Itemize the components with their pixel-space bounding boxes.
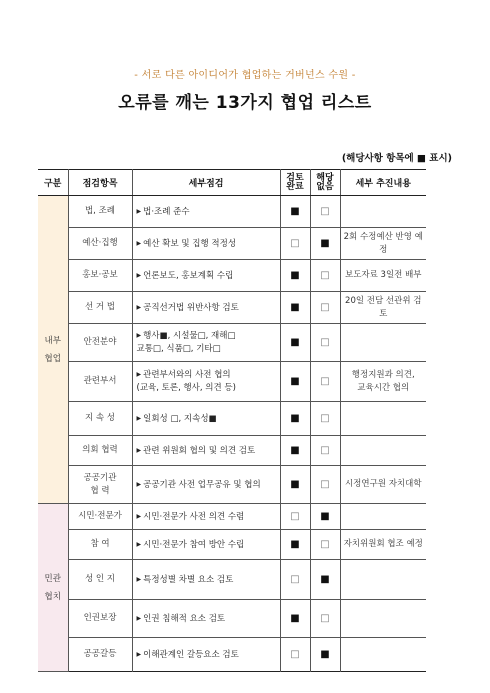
bullet-arrow-icon: ▶	[136, 446, 142, 454]
row-item: 선 거 법	[68, 292, 132, 324]
row-detail-text: 특정성별 차별 요소 검토	[143, 574, 234, 585]
checked-box-icon[interactable]: ■	[290, 613, 300, 624]
row-review-cell[interactable]	[280, 292, 310, 324]
row-review-cell[interactable]	[280, 436, 310, 466]
row-note	[340, 402, 426, 436]
row-item: 홍보·공보	[68, 260, 132, 292]
checked-box-icon[interactable]: ■	[290, 479, 300, 490]
bullet-arrow-icon: ▶	[136, 575, 142, 583]
row-note	[340, 560, 426, 600]
bullet-arrow-icon: ▶	[136, 303, 142, 311]
row-note: 2회 수정예산 반영 예정	[340, 228, 426, 260]
unchecked-box-icon[interactable]: □	[320, 270, 330, 281]
unchecked-box-icon[interactable]: □	[290, 238, 300, 249]
checked-box-icon[interactable]: ■	[290, 302, 300, 313]
checked-box-icon[interactable]: ■	[290, 270, 300, 281]
bullet-arrow-icon: ▶	[136, 239, 142, 247]
table-row	[38, 638, 426, 672]
row-note	[340, 196, 426, 228]
row-detail-text: 공직선거법 위반사항 검토	[143, 302, 239, 313]
table-row	[38, 466, 426, 504]
row-detail-text: 관련부서와의 사전 협의 (교육, 토론, 행사, 의견 등)	[136, 370, 236, 393]
unchecked-box-icon[interactable]: □	[320, 539, 330, 550]
row-note: 행정지원과 의견, 교육시간 협의	[340, 362, 426, 402]
row-note	[340, 638, 426, 672]
row-detail	[132, 362, 280, 402]
table-row	[38, 228, 426, 260]
unchecked-box-icon[interactable]: □	[290, 649, 300, 660]
table-row	[38, 560, 426, 600]
row-item: 지 속 성	[68, 402, 132, 436]
bullet-arrow-icon: ▶	[136, 540, 142, 548]
table-row	[38, 324, 426, 362]
row-note	[340, 436, 426, 466]
row-na-cell[interactable]	[310, 402, 340, 436]
row-detail	[132, 436, 280, 466]
checked-box-icon[interactable]: ■	[290, 337, 300, 348]
table-row	[38, 600, 426, 638]
row-item: 법, 조례	[68, 196, 132, 228]
checked-box-icon[interactable]: ■	[320, 574, 330, 585]
row-na-cell[interactable]	[310, 504, 340, 530]
row-na-cell[interactable]	[310, 530, 340, 560]
row-na-cell[interactable]	[310, 436, 340, 466]
unchecked-box-icon[interactable]: □	[320, 413, 330, 424]
row-note: 보도자료 3일전 배부	[340, 260, 426, 292]
table-row	[38, 436, 426, 466]
row-detail	[132, 466, 280, 504]
row-review-cell[interactable]	[280, 324, 310, 362]
checked-box-icon[interactable]: ■	[290, 376, 300, 387]
bullet-arrow-icon: ▶	[136, 207, 142, 215]
bullet-arrow-icon: ▶	[136, 650, 142, 658]
row-review-cell[interactable]	[280, 530, 310, 560]
row-detail-text: 관련 위원회 협의 및 의견 검토	[143, 445, 256, 456]
header-na	[310, 170, 340, 196]
group-private: 민관 협치	[38, 504, 68, 672]
header-detail: 세부점검	[132, 170, 280, 196]
table-row	[38, 504, 426, 530]
header-group: 구분	[38, 170, 68, 196]
row-review-cell[interactable]	[280, 196, 310, 228]
row-detail-text: 공공기관 사전 업무공유 및 협의	[143, 479, 261, 490]
row-detail-text: 인권 침해적 요소 검토	[143, 613, 226, 624]
row-note	[340, 324, 426, 362]
row-note: 시정연구원 자치대학	[340, 466, 426, 504]
table-row	[38, 530, 426, 560]
bullet-arrow-icon: ▶	[136, 614, 142, 622]
row-review-cell[interactable]	[280, 402, 310, 436]
row-detail	[132, 260, 280, 292]
row-note	[340, 600, 426, 638]
bullet-arrow-icon: ▶	[136, 332, 142, 339]
row-item: 인권보장	[68, 600, 132, 638]
checked-box-icon[interactable]: ■	[320, 238, 330, 249]
row-review-cell[interactable]	[280, 466, 310, 504]
row-review-cell[interactable]	[280, 600, 310, 638]
row-detail-text: 시민·전문가 사전 의견 수렴	[143, 511, 245, 522]
row-na-cell[interactable]	[310, 228, 340, 260]
row-item: 관련부서	[68, 362, 132, 402]
unchecked-box-icon[interactable]: □	[320, 445, 330, 456]
row-detail-text: 이해관계인 갈등요소 검토	[143, 649, 239, 660]
row-detail	[132, 402, 280, 436]
row-detail	[132, 292, 280, 324]
row-na-cell[interactable]	[310, 196, 340, 228]
header-item: 점검항목	[68, 170, 132, 196]
row-note	[340, 504, 426, 530]
row-na-cell[interactable]	[310, 292, 340, 324]
row-detail	[132, 560, 280, 600]
table-row	[38, 196, 426, 228]
row-detail-text: 언론보도, 홍보계획 수립	[143, 270, 234, 281]
row-review-cell[interactable]	[280, 638, 310, 672]
group-internal: 내부 협업	[38, 196, 68, 504]
unchecked-box-icon[interactable]: □	[320, 337, 330, 348]
table-row	[38, 260, 426, 292]
row-review-cell[interactable]	[280, 362, 310, 402]
unchecked-box-icon[interactable]: □	[320, 206, 330, 217]
row-detail-text: 행사■, 시설물□, 재해□ 교통□, 식품□, 기타□	[136, 331, 236, 354]
bullet-arrow-icon: ▶	[136, 271, 142, 279]
document-subtitle: - 서로 다른 아이디어가 협업하는 거버넌스 수원 -	[134, 70, 356, 81]
unchecked-box-icon[interactable]: □	[320, 302, 330, 313]
row-detail	[132, 638, 280, 672]
row-detail	[132, 600, 280, 638]
row-na-cell[interactable]	[310, 560, 340, 600]
row-item: 시민·전문가	[68, 504, 132, 530]
checked-box-icon[interactable]: ■	[290, 445, 300, 456]
checked-box-icon[interactable]: ■	[290, 206, 300, 217]
header-review	[280, 170, 310, 196]
row-review-cell[interactable]	[280, 504, 310, 530]
unchecked-box-icon[interactable]: □	[320, 376, 330, 387]
table-row	[38, 402, 426, 436]
row-note: 20일 전담 선관위 검토	[340, 292, 426, 324]
row-review-cell[interactable]	[280, 560, 310, 600]
row-item: 공공갈등	[68, 638, 132, 672]
bullet-arrow-icon: ▶	[136, 371, 142, 378]
unchecked-box-icon[interactable]: □	[290, 574, 300, 585]
table-header-row	[38, 170, 426, 196]
unchecked-box-icon[interactable]: □	[290, 511, 300, 522]
bullet-arrow-icon: ▶	[136, 480, 142, 488]
header-review-label: 검토 완료	[286, 172, 304, 192]
row-detail-text: 시민·전문가 참여 방안 수립	[143, 539, 245, 550]
row-review-cell[interactable]	[280, 228, 310, 260]
row-detail-text: 예산 확보 및 집행 적정성	[143, 238, 237, 249]
bullet-arrow-icon: ▶	[136, 414, 142, 422]
row-item: 공공기관 협 력	[68, 466, 132, 504]
document-title: 오류를 깨는 13가지 협업 리스트	[118, 93, 372, 113]
row-note: 자치위원회 협조 예정	[340, 530, 426, 560]
row-item: 참 여	[68, 530, 132, 560]
row-na-cell[interactable]	[310, 600, 340, 638]
row-na-cell[interactable]	[310, 466, 340, 504]
table-row	[38, 292, 426, 324]
header-note: 세부 추진내용	[340, 170, 426, 196]
row-item: 성 인 지	[68, 560, 132, 600]
unchecked-box-icon[interactable]: □	[320, 613, 330, 624]
row-detail	[132, 504, 280, 530]
row-review-cell[interactable]	[280, 260, 310, 292]
row-detail-text: 법·조례 준수	[143, 206, 190, 217]
checked-box-icon[interactable]: ■	[290, 413, 300, 424]
row-na-cell[interactable]	[310, 260, 340, 292]
table-body	[38, 196, 426, 672]
row-item: 예산·집행	[68, 228, 132, 260]
row-na-cell[interactable]	[310, 362, 340, 402]
row-item: 안전분야	[68, 324, 132, 362]
header-na-label: 해당 없음	[316, 172, 334, 192]
bullet-arrow-icon: ▶	[136, 512, 142, 520]
checked-box-icon[interactable]: ■	[320, 649, 330, 660]
row-item: 의회 협력	[68, 436, 132, 466]
table-row	[38, 362, 426, 402]
row-detail	[132, 530, 280, 560]
row-na-cell[interactable]	[310, 324, 340, 362]
row-detail-text: 일회성 □, 지속성■	[143, 413, 217, 424]
row-detail	[132, 196, 280, 228]
row-detail	[132, 324, 280, 362]
unchecked-box-icon[interactable]: □	[320, 479, 330, 490]
checklist-table	[38, 169, 426, 672]
row-detail	[132, 228, 280, 260]
checked-box-icon[interactable]: ■	[320, 511, 330, 522]
checked-box-icon[interactable]: ■	[290, 539, 300, 550]
marking-legend: (해당사항 항목에 ■ 표시)	[341, 153, 452, 164]
row-na-cell[interactable]	[310, 638, 340, 672]
